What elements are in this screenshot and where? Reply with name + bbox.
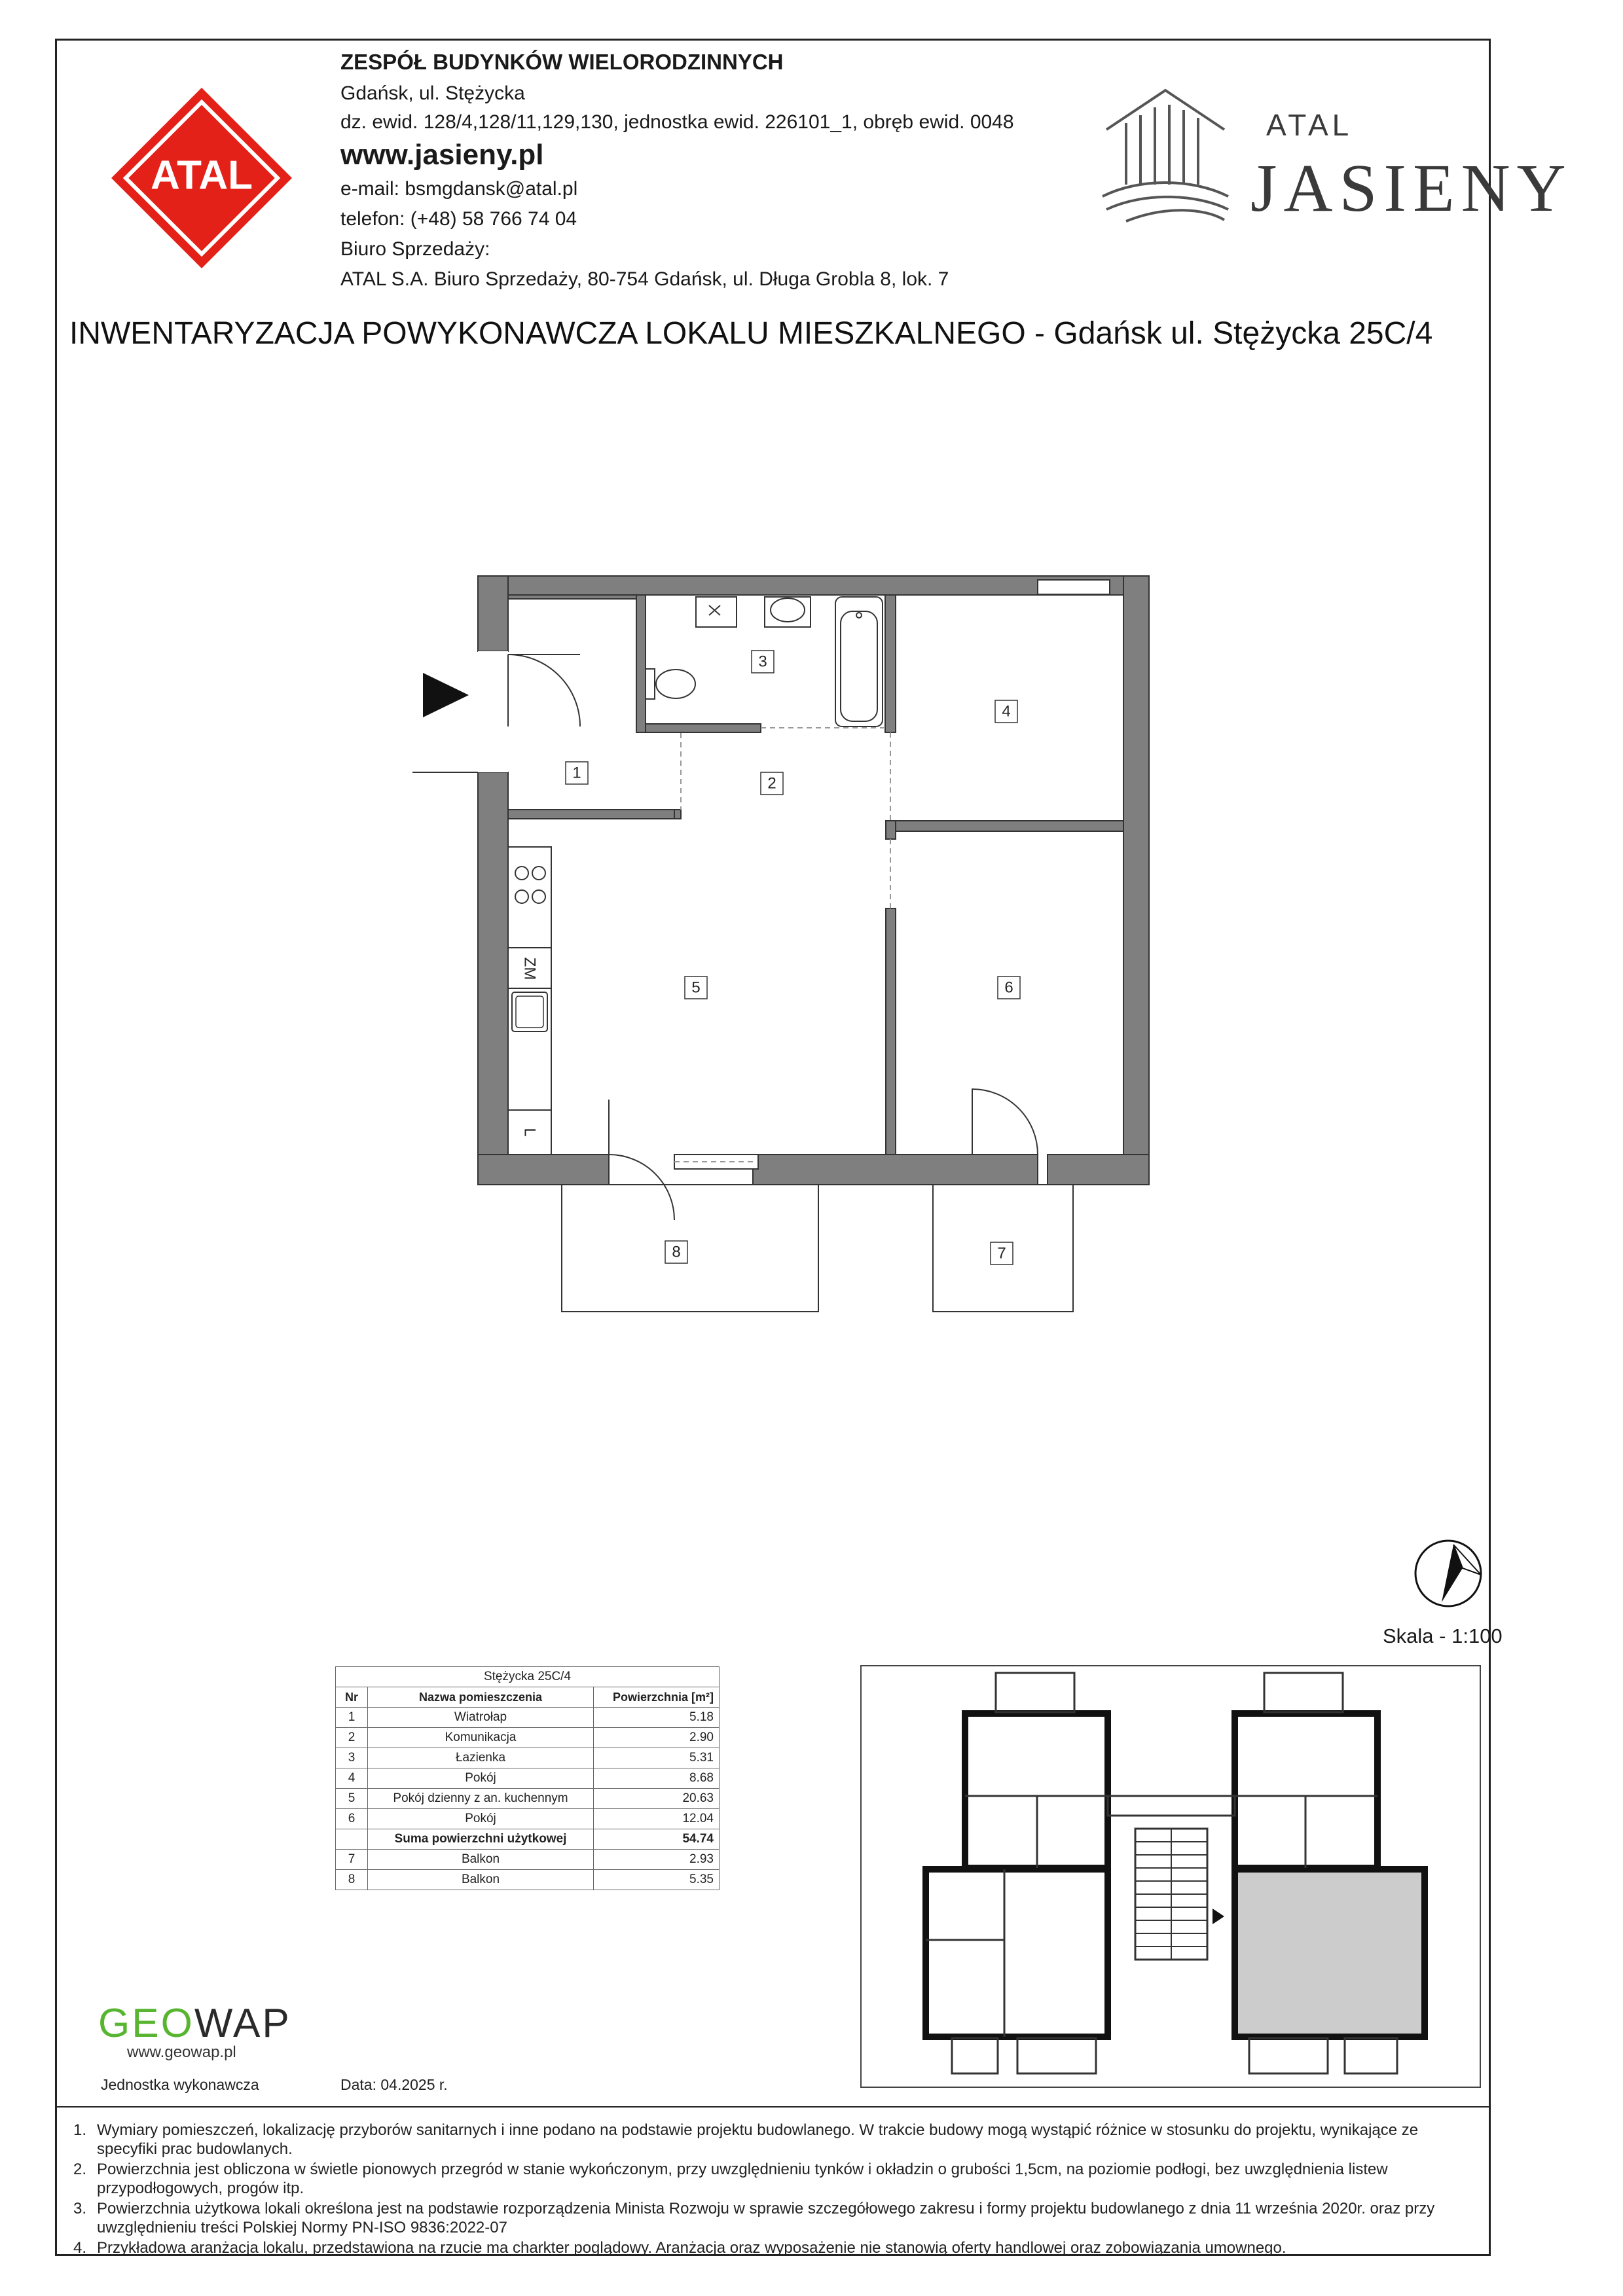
sales-office-label: Biuro Sprzedaży:: [340, 238, 490, 260]
room-label-8: 8: [672, 1243, 681, 1261]
room-label-5: 5: [691, 978, 701, 997]
note-item: 4. Przykładowa aranżacja lokalu, przedstawiona na rzucie ma charkter poglądowy. Aranżacja oraz wyposażenie nie stanowią oferty handlowej oraz zobowiązania umownego.: [73, 2239, 1286, 2257]
notes-divider: [55, 2106, 1491, 2108]
scale-label: Skala - 1:100: [1383, 1624, 1503, 1647]
north-arrow-icon: [1412, 1537, 1485, 1610]
room-area-table: [335, 1666, 720, 1890]
room-label-3: 3: [758, 653, 767, 671]
table-row: 6 Pokój 12.04: [336, 1809, 720, 1829]
atal-logo-text: ATAL: [150, 152, 253, 198]
geowap-logo-wap: WAP: [194, 2001, 291, 2046]
col-header-area: Powierzchnia [m²]: [594, 1687, 720, 1708]
col-header-name: Nazwa pomieszczenia: [368, 1687, 594, 1708]
table-row: 5 Pokój dzienny z an. kuchennym 20.63: [336, 1789, 720, 1809]
project-location: Gdańsk, ul. Stężycka: [340, 82, 525, 104]
jasieny-logo-name: JASIENY: [1250, 151, 1573, 226]
geowap-logo: [98, 2000, 291, 2047]
email-link[interactable]: e-mail: bsmgdansk@atal.pl: [340, 178, 578, 200]
room-label-6: 6: [1004, 978, 1013, 997]
document-date: Data: 04.2025 r.: [340, 2076, 448, 2093]
sales-office-address: ATAL S.A. Biuro Sprzedaży, 80-754 Gdańsk, ul. Długa Grobla 8, lok. 7: [340, 268, 949, 290]
note-item: 1. Wymiary pomieszczeń, lokalizację przyborów sanitarnych i inne podano na podstawie projektu budowlanego. W trakcie budowy mogą wystąpić różnice w stosunku do projektu, wynikające ze specyfiki prac budowlanych.: [73, 2121, 1419, 2158]
highlighted-unit: [1238, 1873, 1421, 2034]
jasieny-logo-prefix: ATAL: [1266, 108, 1353, 142]
entrance-arrow-icon: [423, 673, 469, 717]
toilet: [646, 669, 655, 699]
table-row: 1 Wiatrołap 5.18: [336, 1708, 720, 1728]
table-row: 8 Balkon 5.35: [336, 1870, 720, 1890]
note-item: 2. Powierzchnia jest obliczona w świetle pionowych przegród w stanie wykończonym, przy uwzględnieniu tynków i okładzin o grubości 1,5cm, na poziomie podłogi, bez uwzględnienia listew przypodłogowych, progów itp.: [73, 2161, 1388, 2197]
window-room-4: [1038, 580, 1110, 594]
contractor-label: Jednostka wykonawcza: [101, 2076, 259, 2093]
geowap-url[interactable]: www.geowap.pl: [127, 2043, 236, 2061]
project-parcels: dz. ewid. 128/4,128/11,129,130, jednostka ewid. 226101_1, obręb ewid. 0048: [340, 111, 1014, 133]
room-label-2: 2: [767, 774, 776, 793]
table-row: 3 Łazienka 5.31: [336, 1748, 720, 1768]
fridge-label: ZM: [520, 957, 539, 980]
col-header-nr: Nr: [336, 1687, 368, 1708]
table-sum-row: Suma powierzchni użytkowej 54.74: [336, 1829, 720, 1850]
geowap-logo-geo: GEO: [98, 2001, 194, 2046]
washbasin: [765, 597, 811, 627]
walls: [478, 576, 1149, 1185]
table-row: 7 Balkon 2.93: [336, 1850, 720, 1870]
table-row: 2 Komunikacja 2.90: [336, 1728, 720, 1748]
document-title: INWENTARYZACJA POWYKONAWCZA LOKALU MIESZKALNEGO - Gdańsk ul. Stężycka 25C/4: [69, 316, 1433, 351]
table-row: 4 Pokój 8.68: [336, 1768, 720, 1789]
project-title: ZESPÓŁ BUDYNKÓW WIELORODZINNYCH: [340, 50, 784, 74]
table-caption: Stężycka 25C/4: [336, 1667, 720, 1687]
website-link[interactable]: www.jasieny.pl: [340, 139, 544, 171]
room-label-4: 4: [1002, 702, 1011, 721]
notes-list: [73, 2121, 1474, 2259]
room-label-7: 7: [997, 1244, 1006, 1263]
balcony-8: [562, 1185, 818, 1312]
phone-number: telefon: (+48) 58 766 74 04: [340, 208, 577, 230]
building-key-plan: [860, 1665, 1482, 2089]
dishwasher-label: L: [520, 1128, 539, 1137]
note-item: 3. Powierzchnia użytkowa lokali określona jest na podstawie rozporządzenia Minista Rozwoju w sprawie szczegółowego zakresu i formy projektu budowlanego z dnia 11 września 2020r. oraz przy uwzględnieniu treści Polskiej Normy PN-ISO 9836:2022-07: [73, 2200, 1435, 2236]
room-label-1: 1: [572, 764, 581, 782]
